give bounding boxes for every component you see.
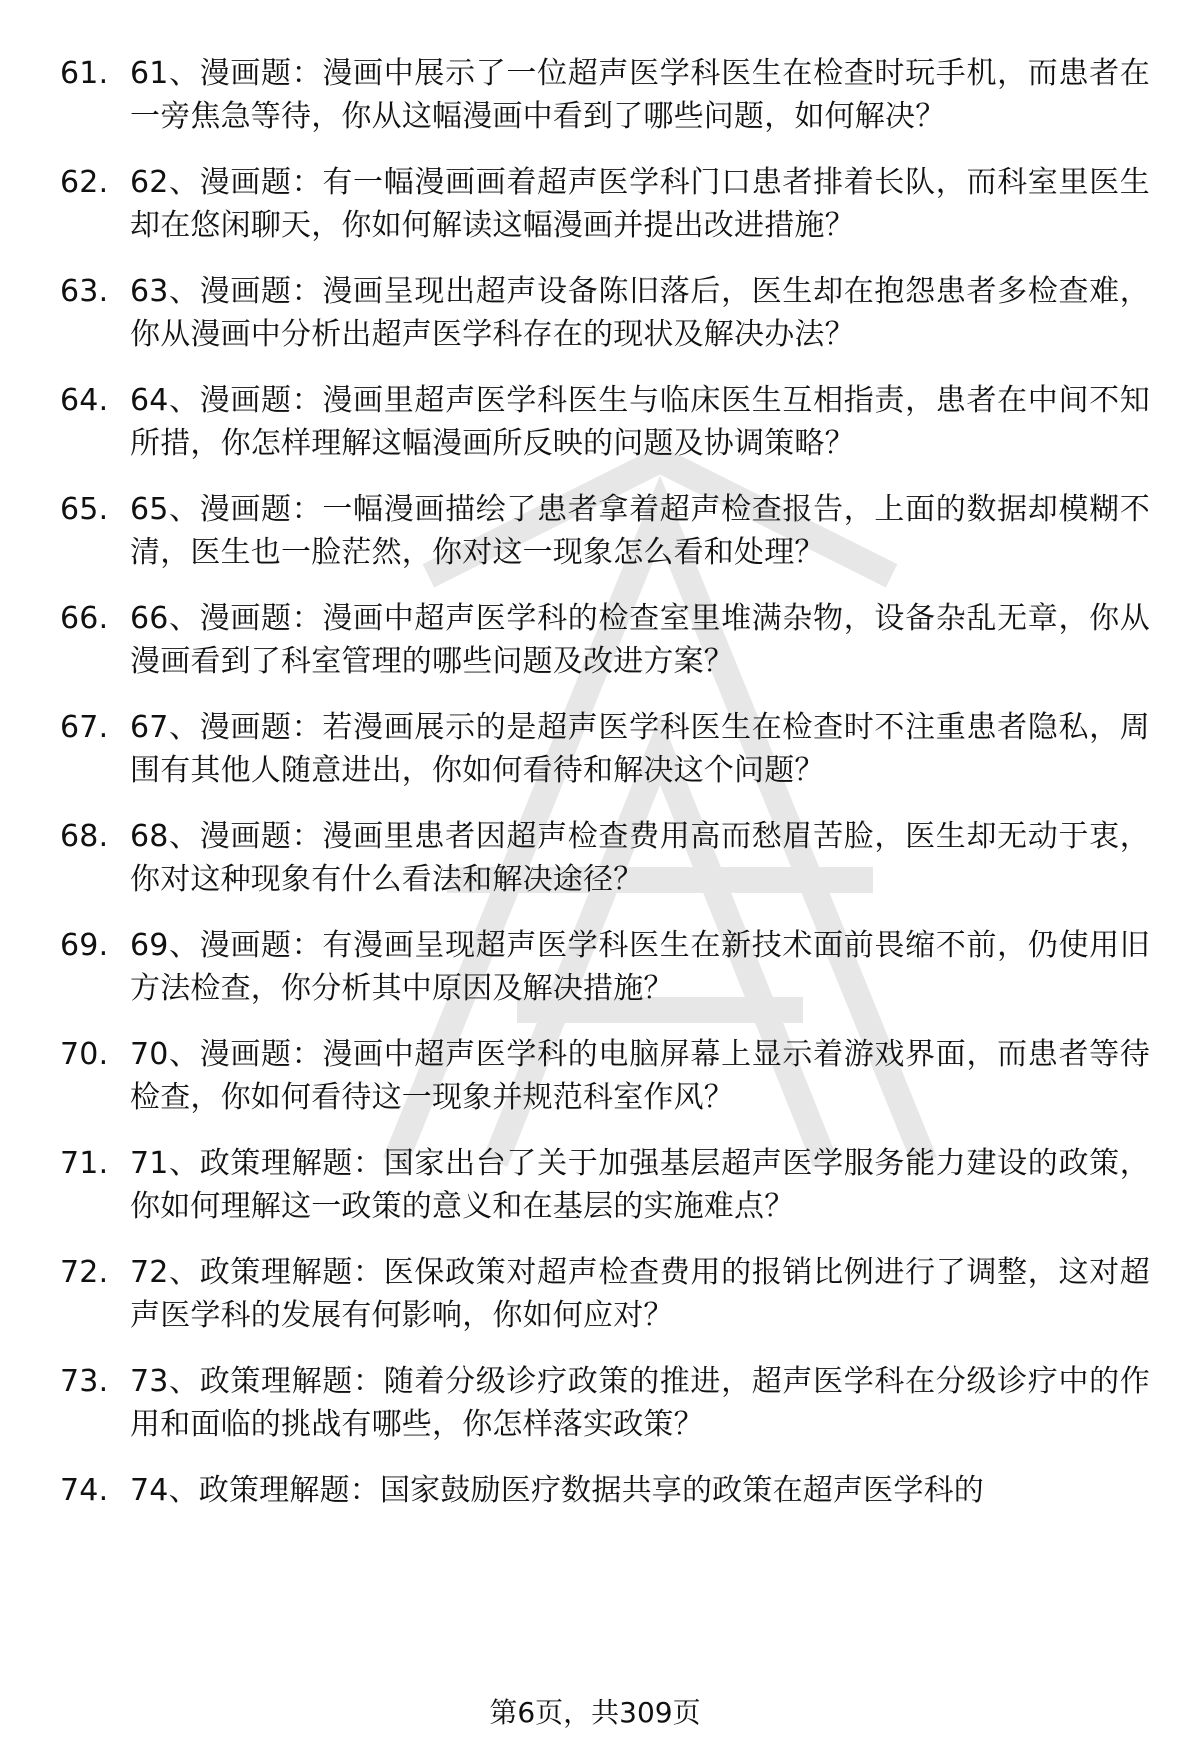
question-item-69 — [0, 924, 1190, 1010]
page-number-footer: 第6页，共309页 — [489, 1696, 701, 1729]
question-item-66 — [0, 597, 1190, 683]
question-text: 68、漫画题：漫画里患者因超声检查费用高而愁眉苦脸，医生却无动于衷，你对这种现象有什么看法和解决途径？ — [130, 819, 1150, 897]
question-number: 69. — [60, 928, 109, 963]
question-text: 69、漫画题：有漫画呈现超声医学科医生在新技术面前畏缩不前，仍使用旧方法检查，你分析其中原因及解决措施？ — [130, 928, 1150, 1006]
question-text: 72、政策理解题：医保政策对超声检查费用的报销比例进行了调整，这对超声医学科的发展有何影响，你如何应对？ — [130, 1255, 1150, 1333]
question-item-72 — [0, 1251, 1190, 1337]
question-item-64 — [0, 379, 1190, 465]
question-number: 63. — [60, 274, 109, 309]
question-number: 64. — [60, 383, 109, 418]
question-list — [0, 52, 1190, 1535]
question-number: 74. — [60, 1473, 109, 1508]
question-number: 66. — [60, 601, 109, 636]
question-number: 61. — [60, 56, 109, 91]
question-item-65 — [0, 488, 1190, 574]
question-item-67 — [0, 706, 1190, 792]
question-item-63 — [0, 270, 1190, 356]
question-text: 66、漫画题：漫画中超声医学科的检查室里堆满杂物，设备杂乱无章，你从漫画看到了科室管理的哪些问题及改进方案？ — [130, 601, 1150, 679]
question-text: 61、漫画题：漫画中展示了一位超声医学科医生在检查时玩手机，而患者在一旁焦急等待，你从这幅漫画中看到了哪些问题，如何解决？ — [130, 56, 1150, 134]
question-text: 64、漫画题：漫画里超声医学科医生与临床医生互相指责，患者在中间不知所措，你怎样理解这幅漫画所反映的问题及协调策略？ — [130, 383, 1150, 461]
question-text: 74、政策理解题：国家鼓励医疗数据共享的政策在超声医学科的 — [130, 1473, 984, 1508]
question-item-61 — [0, 52, 1190, 138]
question-text: 73、政策理解题：随着分级诊疗政策的推进，超声医学科在分级诊疗中的作用和面临的挑战有哪些，你怎样落实政策？ — [130, 1364, 1150, 1442]
question-number: 72. — [60, 1255, 109, 1290]
question-item-62 — [0, 161, 1190, 247]
question-text: 63、漫画题：漫画呈现出超声设备陈旧落后，医生却在抱怨患者多检查难，你从漫画中分析出超声医学科存在的现状及解决办法？ — [130, 274, 1150, 352]
question-item-74 — [0, 1469, 1190, 1512]
question-text: 70、漫画题：漫画中超声医学科的电脑屏幕上显示着游戏界面，而患者等待检查，你如何看待这一现象并规范科室作风？ — [130, 1037, 1150, 1115]
question-number: 68. — [60, 819, 109, 854]
question-number: 67. — [60, 710, 109, 745]
question-item-71 — [0, 1142, 1190, 1228]
question-text: 62、漫画题：有一幅漫画画着超声医学科门口患者排着长队，而科室里医生却在悠闲聊天，你如何解读这幅漫画并提出改进措施？ — [130, 165, 1150, 243]
question-number: 62. — [60, 165, 109, 200]
question-item-70 — [0, 1033, 1190, 1119]
question-text: 67、漫画题：若漫画展示的是超声医学科医生在检查时不注重患者隐私，周围有其他人随意进出，你如何看待和解决这个问题？ — [130, 710, 1150, 788]
question-number: 71. — [60, 1146, 109, 1181]
question-item-73 — [0, 1360, 1190, 1446]
question-number: 73. — [60, 1364, 109, 1399]
question-item-68 — [0, 815, 1190, 901]
question-number: 70. — [60, 1037, 109, 1072]
question-text: 71、政策理解题：国家出台了关于加强基层超声医学服务能力建设的政策，你如何理解这一政策的意义和在基层的实施难点？ — [130, 1146, 1150, 1224]
question-text: 65、漫画题：一幅漫画描绘了患者拿着超声检查报告，上面的数据却模糊不清，医生也一脸茫然，你对这一现象怎么看和处理？ — [130, 492, 1150, 570]
question-number: 65. — [60, 492, 109, 527]
